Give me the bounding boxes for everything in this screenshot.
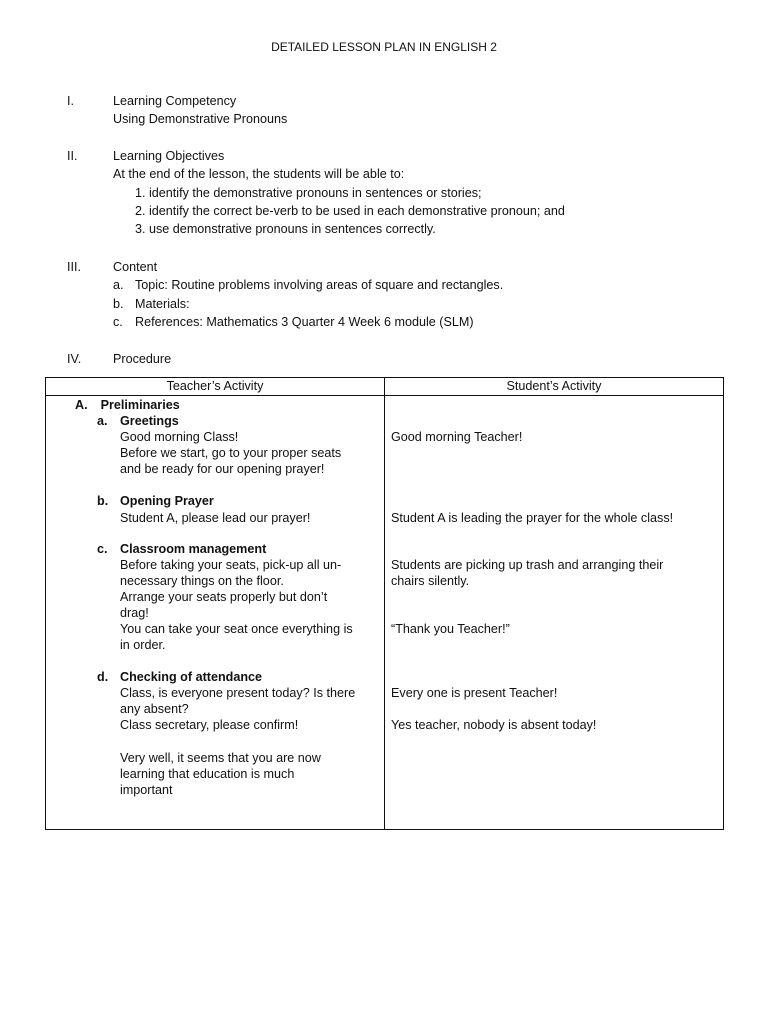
teacher-line: Class, is everyone present today? Is there — [120, 686, 356, 700]
student-line: Every one is present Teacher! — [391, 686, 558, 700]
opening-prayer-heading — [97, 492, 214, 510]
teacher-line: Student A, please lead our prayer! — [120, 511, 311, 525]
objective-item: 2. identify the correct be-verb to be used in each demonstrative pronoun; and — [135, 203, 565, 218]
heading-text: Classroom management — [120, 542, 267, 556]
item-letter: c. — [113, 314, 123, 329]
section-number: III. — [67, 260, 81, 274]
teacher-line: important — [120, 783, 173, 797]
teacher-line: drag! — [120, 606, 149, 620]
section-heading: Learning Objectives — [113, 149, 225, 163]
teacher-line: and be ready for our opening prayer! — [120, 462, 325, 476]
student-line: “Thank you Teacher!” — [391, 622, 510, 636]
student-line: Students are picking up trash and arranging their — [391, 558, 664, 572]
table-header-row — [46, 378, 724, 396]
heading-text: Greetings — [120, 414, 179, 428]
teacher-line: any absent? — [120, 702, 189, 716]
teacher-line: in order. — [120, 638, 166, 652]
objectives-intro: At the end of the lesson, the students will be able to: — [113, 167, 405, 182]
procedure-table — [45, 377, 724, 830]
teacher-line: learning that education is much — [120, 767, 295, 781]
student-line: chairs silently. — [391, 574, 470, 588]
student-activity-cell — [385, 396, 724, 830]
objective-item: 1. identify the demonstrative pronouns in sentences or stories; — [135, 185, 482, 200]
item-letter: b. — [97, 494, 109, 508]
teacher-line: Class secretary, please confirm! — [120, 718, 299, 732]
section-number: IV. — [67, 352, 82, 366]
item-text: References: Mathematics 3 Quarter 4 Week 6 module (SLM) — [135, 314, 474, 329]
teacher-activity-header: Teacher’s Activity — [46, 378, 385, 396]
student-line: Yes teacher, nobody is absent today! — [391, 718, 597, 732]
main-heading-text: Preliminaries — [100, 398, 180, 412]
teacher-line: Very well, it seems that you are now — [120, 751, 321, 765]
teacher-line: Before we start, go to your proper seats — [120, 446, 342, 460]
content-item — [113, 276, 733, 294]
section-number: II. — [67, 149, 78, 163]
item-letter: c. — [97, 542, 108, 556]
teacher-line: necessary things on the floor. — [120, 574, 284, 588]
main-letter: A. — [75, 398, 88, 412]
section-heading: Content — [113, 260, 158, 274]
heading-text: Checking of attendance — [120, 670, 263, 684]
item-letter: d. — [97, 670, 109, 684]
document-title: DETAILED LESSON PLAN IN ENGLISH 2 — [271, 40, 497, 54]
teacher-activity-cell — [46, 396, 385, 830]
section-heading: Learning Competency — [113, 94, 237, 108]
teacher-line: Before taking your seats, pick-up all un- — [120, 558, 342, 572]
item-text: Materials: — [135, 296, 190, 311]
student-line: Good morning Teacher! — [391, 430, 523, 444]
student-line: Student A is leading the prayer for the whole class! — [391, 511, 674, 525]
item-letter: a. — [113, 278, 124, 293]
table-row — [46, 396, 724, 830]
section-heading: Procedure — [113, 352, 172, 366]
content-item — [113, 295, 733, 313]
teacher-line: You can take your seat once everything is — [120, 622, 353, 636]
item-letter: a. — [97, 414, 108, 428]
objective-item: 3. use demonstrative pronouns in sentences correctly. — [135, 222, 436, 237]
heading-text: Opening Prayer — [120, 494, 214, 508]
competency-text: Using Demonstrative Pronouns — [113, 112, 288, 127]
content-item — [113, 313, 733, 331]
student-activity-header: Student’s Activity — [385, 378, 724, 396]
section-number: I. — [67, 94, 74, 108]
teacher-line: Good morning Class! — [120, 430, 239, 444]
item-letter: b. — [113, 296, 124, 311]
item-text: Topic: Routine problems involving areas of square and rectangles. — [135, 278, 504, 293]
teacher-line: Arrange your seats properly but don’t — [120, 590, 328, 604]
